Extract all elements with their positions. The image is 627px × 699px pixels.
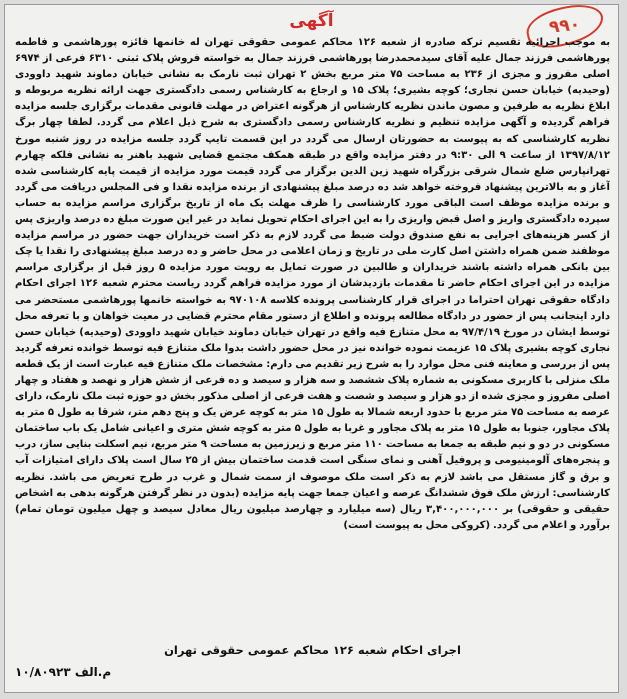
stamp-text: ۹۹۰ (548, 14, 582, 38)
reference-number: ۱۰/۸۰۹۲۳ م.الف (15, 665, 112, 679)
legal-notice (4, 4, 619, 693)
notice-title: آگهی (289, 11, 334, 31)
issuer-signature: اجرای احکام شعبه ۱۲۶ محاکم عمومی حقوقی تهران (164, 643, 461, 657)
notice-body: به موجب اجرائیه تقسیم ترکه صادره از شعبه ۱۲۶ محاکم عمومی حقوقی تهران له خانمها فائزه پورهاشمی و فاطمه پورهاشمی فرزند جمال علیه آقای سیدمحمدرضا پورهاشمی فرزند جمال به خواسته فروش پلاک ثبتی ۶۳۱۰ فرعی از ۶۹۷۴ اصلی مفروز و مجزی از ۲۳۶ به مساحت ۷۵ متر مربع بخش ۲ تهران ثبت نارمک به نشانی خیابان دماوند شهید داوودی (وحیدیه) خیابان حسن نجاری؛ کوچه بشیری؛ پلاک ۱۵ و ارجاع به کارشناس رسمی دادگستری جهت ارائه نظریه مربوطه و ابلاغ نظریه به طرفین و مصون ماندن نظریه کارشناس از هرگونه اعتراض در مهلت قانونی مقدمات برگزاری جلسه مزایده فراهم گردیده و آگهی مزایده تنظیم و نظریه کارشناس رسمی دادگستری به شرح ذیل اعلام می گردد. لطفا چهار برگ نظریه کارشناسی که به پیوست به حضورتان ارسال می گردد در این قسمت تایپ گردد جلسه مزایده در روز شنبه مورخ ۱۳۹۷/۸/۱۲ از ساعت ۹ الی ۹:۳۰ در دفتر مزایده واقع در طبقه همکف مجتمع قضایی شهید باهنر به نشانی فلکه چهارم تهرانپارس ضلع شمال شرقی بزرگراه شهید زین الدین برگزار می گردد قیمت مورد مزایده از قیمت پایه کارشناسی شده آغاز و به بالاترین پیشنهاد فروخته خواهد شد ده درصد مبلغ پیشنهادی از برنده مزایده نقدا و فی المجلس دریافت می گردد و برنده مزایده موظف است الباقی مورد کارشناسی را ظرف مهلت یک ماه از تاریخ برگزاری مراسم مزایده به حساب سپرده دادگستری واریز و اصل قبض واریزی را به این اجرای احکام تحویل نماید در غیر این صورت مبلغ ده درصد واریزی پس از کسر هزینه‌های اجرایی به نفع صندوق دولت ضبط می گردد لازم به ذکر است خریداران جهت حضور در مراسم مزایده موظفند ضمن همراه داشتن اصل کارت ملی در تاریخ و زمان اعلامی در محل حاضر و ده درصد مبلغ پیشنهادی را نقدا یا چک بین بانکی همراه داشته باشند خریداران و طالبین در صورت تمایل به رویت مورد مزایده ۵ روز قبل از برگزاری مراسم مزایده در این اجرای احکام حاضر تا مقدمات بازدیدشان از مورد مزایده فراهم گردد ریاست محترم شعبه ۱۲۶ اجرای احکام دادگاه حقوقی تهران احتراما در اجرای قرار کارشناسی پرونده کلاسه ۹۷۰۱۰۸ به خواسته خانمها پورهاشمی مستحضر می دارد اینجانب پس از حضور در دادگاه مطالعه پرونده و اطلاع از دستور مقام محترم قضایی در معیت خواهان و با تعرفه محل توسط ایشان در مورخ ۹۷/۴/۱۹ به محل متنازع فیه واقع در تهران خیابان دماوند خیابان شهید داوودی (وحیدیه) خیابان حسن نجاری کوچه بشیری پلاک ۱۵ عزیمت نموده خوانده نیز در محل حضور داشت بدوا ملک متنازع فیه توسط خوانده تعرفه گردید پس از بررسی و معاینه فنی محل موارد را به شرح زیر تقدیم می دارم: مشخصات ملک متنازع فیه عبارت است از یک قطعه ملک منزلی با کاربری مسکونی به شماره پلاک ششصد و سه هزار و سیصد و ده فرعی از شش هزار و نهصد و هفتاد و چهار اصلی مفروز و مجزی شده از دو هزار و سیصد و شصت و هفت فرعی از اصلی مذکور بخش دو حوزه ثبت ملک نارمک، دارای عرصه به مساحت ۷۵ متر مربع با حدود اربعه شمالا به طول ۱۵ متر به کوچه عرض یک و پنج دهم متر، شرقا به طول ۵ متر به پلاک مجاور، جنوبا به طول ۱۵ متر به پلاک مجاور و غربا به طول ۵ متر به کوچه شش متری و اعیانی شامل یک باب ساختمان مسکونی در دو و نیم طبقه به جمعا به مساحت ۱۱۰ متر مربع و زیرزمین به مساحت ۹ متر مربع، نیم اسکلت بنایی ساز، درب و پنجره‌های آلومینیومی و پروفیل آهنی و نمای سنگی است قدمت ساختمان بیش از ۲۵ سال است پلاک دارای امتیازات آب و برق و گاز مستقل می باشد لازم به ذکر است ملک موصوف از سمت شمال و غرب در طرح تعریض می باشد. نظریه کارشناسی: ارزش ملک فوق ششدانگ عرصه و اعیان جمعا جهت پایه مزایده (بدون در نظر گرفتن هرگونه بدهی به اشخاص حقیقی و حقوقی) بر ۳,۴۰۰,۰۰۰,۰۰۰ ریال (سه میلیارد و چهارصد میلیون ریال معادل سیصد و چهل میلیون تومان تمام) برآورد و اعلام می گردد. (کروکی محل به پیوست است) (15, 37, 610, 531)
